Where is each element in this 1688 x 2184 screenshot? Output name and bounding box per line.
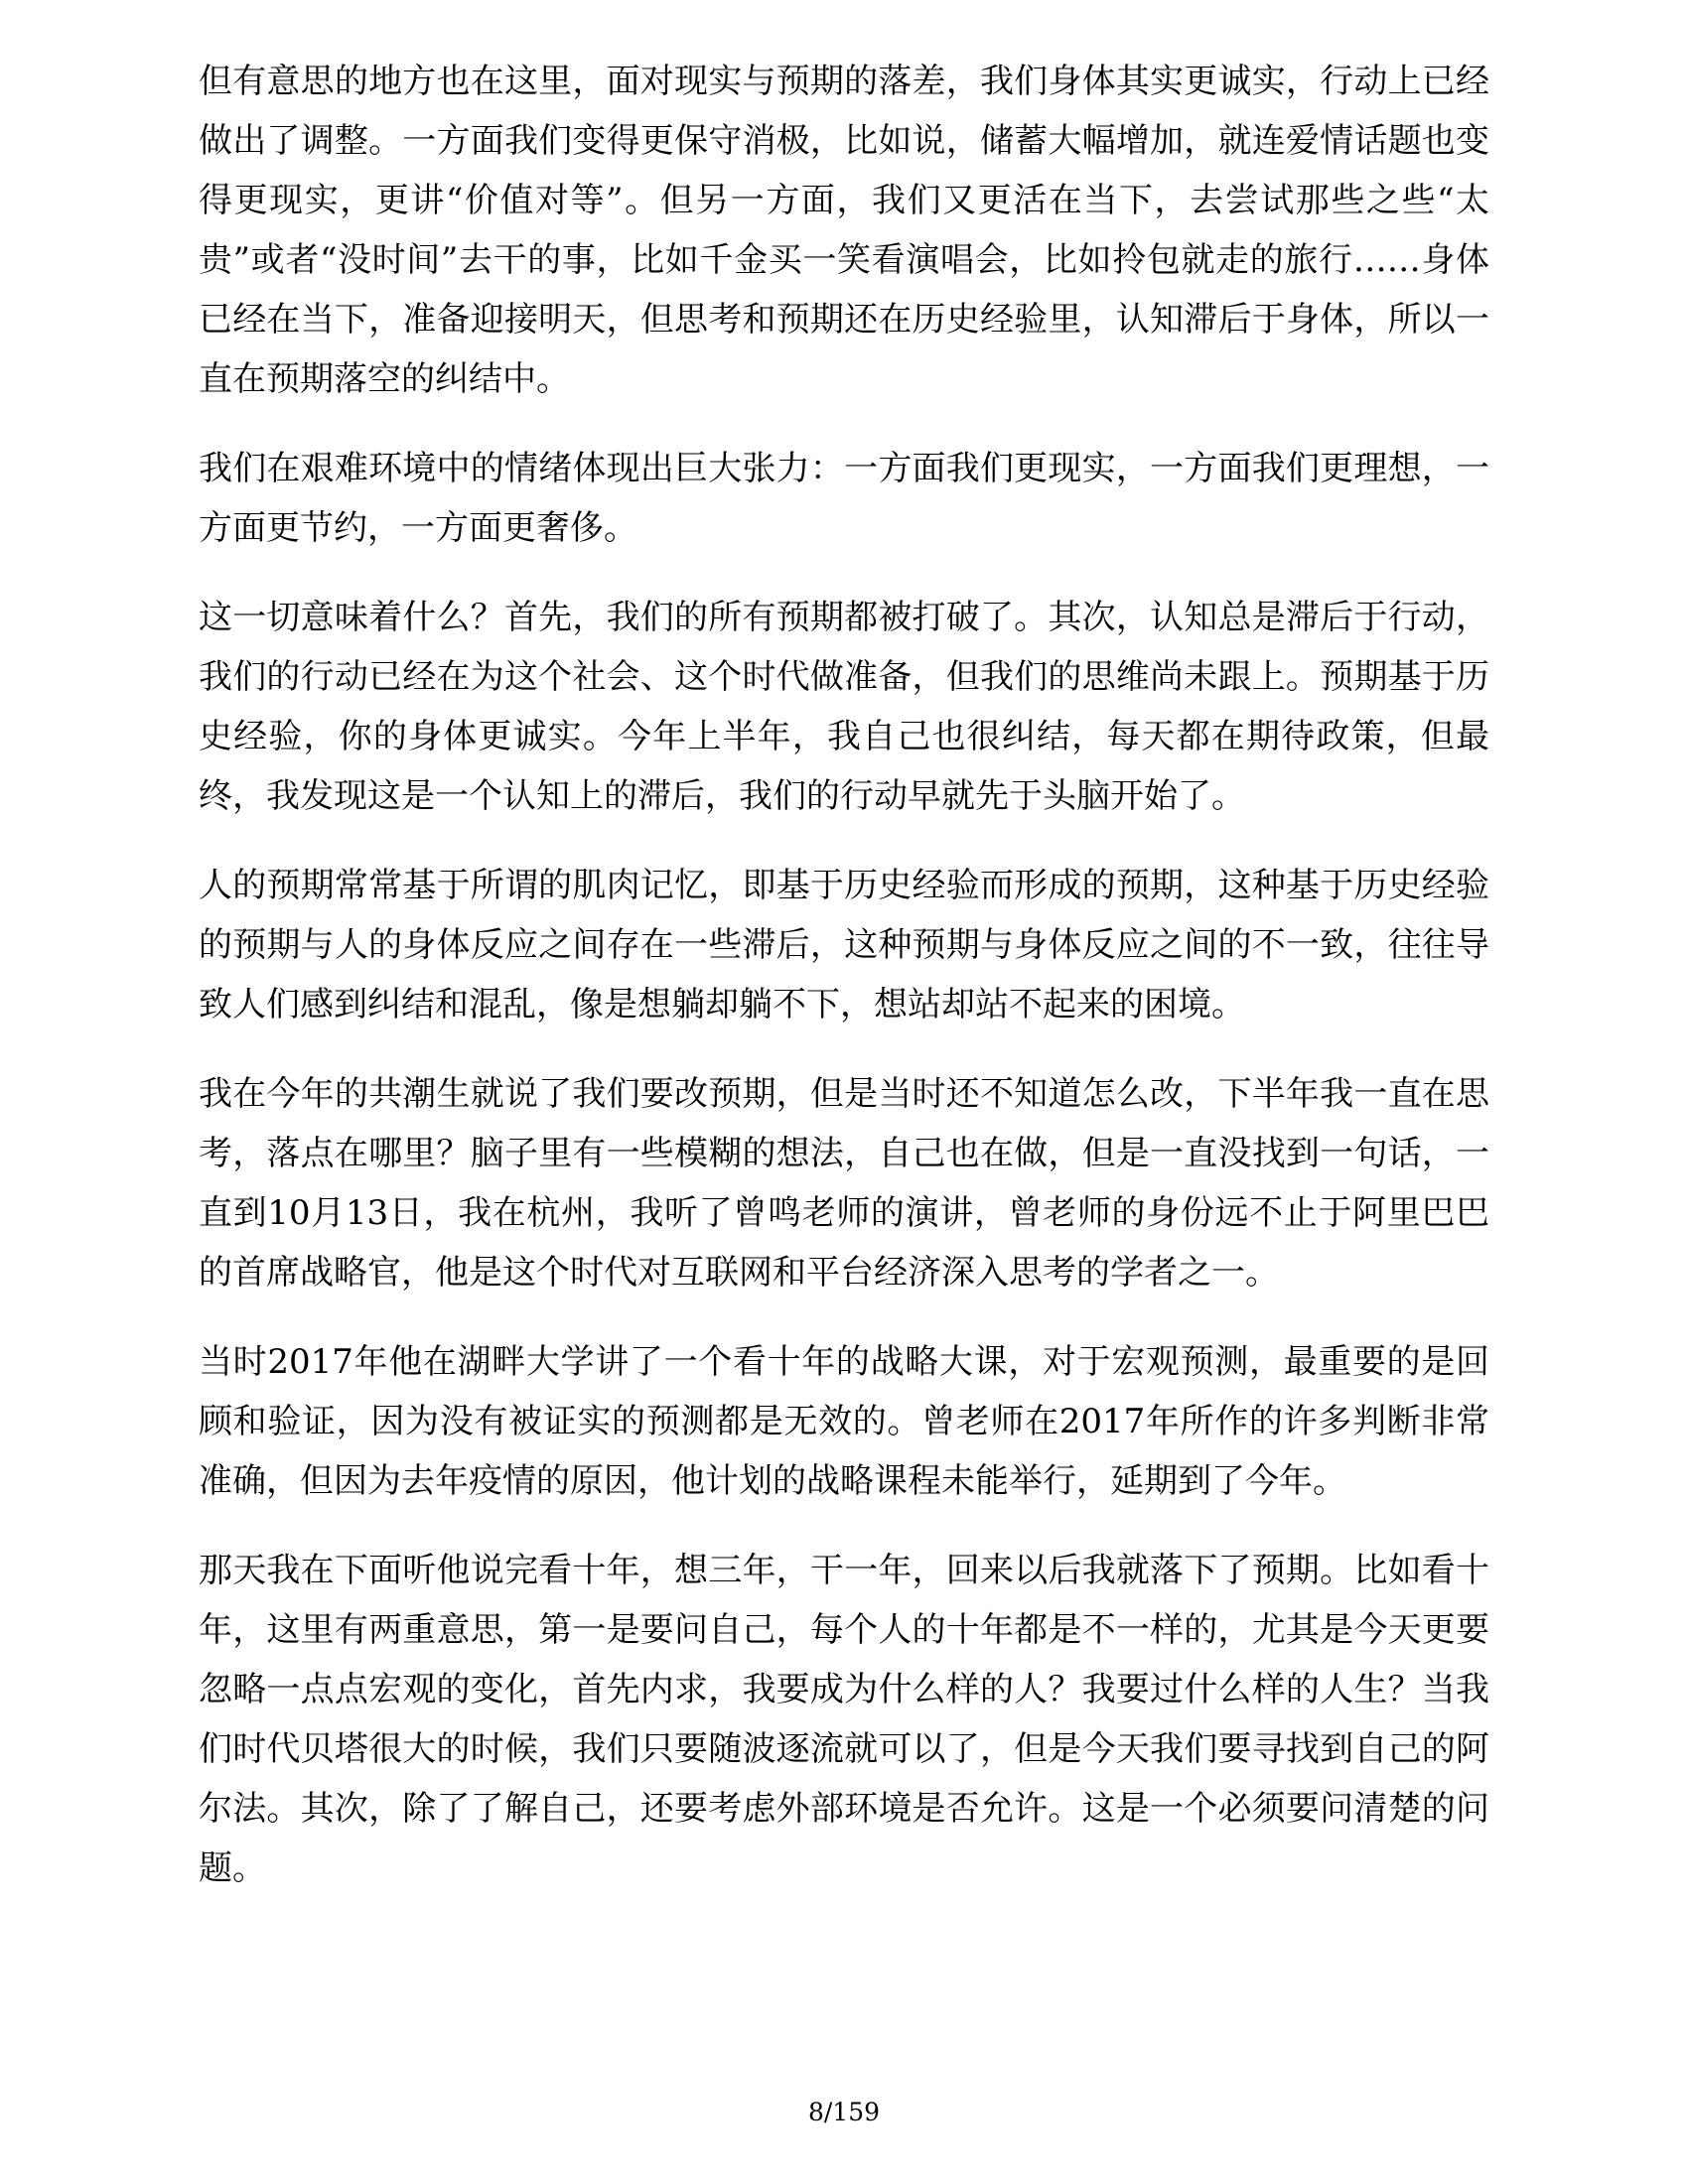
body-paragraph-2: 我们在艰难环境中的情绪体现出巨大张力：一方面我们更现实，一方面我们更理想，一方面更节约，一方面更奢侈。 xyxy=(199,449,1489,548)
body-paragraph-5: 我在今年的共潮生就说了我们要改预期，但是当时还不知道怎么改，下半年我一直在思考，落点在哪里？脑子里有一些模糊的想法，自己也在做，但是一直没找到一句话，一直到10月13日，我在杭州，我听了曾鸣老师的演讲，曾老师的身份远不止于阿里巴巴的首席战略官，他是这个时代对互联网和平台经济深入思考的学者之一。 xyxy=(199,1074,1489,1293)
body-paragraph-3: 这一切意味着什么？首先，我们的所有预期都被打破了。其次，认知总是滞后于行动，我们的行动已经在为这个社会、这个时代做准备，但我们的思维尚未跟上。预期基于历史经验，你的身体更诚实。今年上半年，我自己也很纠结，每天都在期待政策，但最终，我发现这是一个认知上的滞后，我们的行动早就先于头脑开始了。 xyxy=(199,598,1489,816)
page-text-content xyxy=(199,52,1489,1928)
body-paragraph-4: 人的预期常常基于所谓的肌肉记忆，即基于历史经验而形成的预期，这种基于历史经验的预期与人的身体反应之间存在一些滞后，这种预期与身体反应之间的不一致，往往导致人们感到纠结和混乱，像是想躺却躺不下，想站却站不起来的困境。 xyxy=(199,866,1489,1024)
body-paragraph-1: 但有意思的地方也在这里，面对现实与预期的落差，我们身体其实更诚实，行动上已经做出了调整。一方面我们变得更保守消极，比如说，储蓄大幅增加，就连爱情话题也变得更现实，更讲“价值对等”。但另一方面，我们又更活在当下，去尝试那些之些“太贵”或者“没时间”去干的事，比如千金买一笑看演唱会，比如拎包就走的旅行……身体已经在当下，准备迎接明天，但思考和预期还在历史经验里，认知滞后于身体，所以一直在预期落空的纠结中。 xyxy=(199,62,1489,399)
body-paragraph-7: 那天我在下面听他说完看十年，想三年，干一年，回来以后我就落下了预期。比如看十年，这里有两重意思，第一是要问自己，每个人的十年都是不一样的，尤其是今天更要忽略一点点宏观的变化，首先内求，我要成为什么样的人？我要过什么样的人生？当我们时代贝塔很大的时候，我们只要随波逐流就可以了，但是今天我们要寻找到自己的阿尔法。其次，除了了解自己，还要考虑外部环境是否允许。这是一个必须要问清楚的问题。 xyxy=(199,1551,1489,1888)
body-paragraph-6: 当时2017年他在湖畔大学讲了一个看十年的战略大课，对于宏观预测，最重要的是回顾和验证，因为没有被证实的预测都是无效的。曾老师在2017年所作的许多判断非常准确，但因为去年疫情的原因，他计划的战略课程未能举行，延期到了今年。 xyxy=(199,1342,1489,1501)
page-number: 8/159 xyxy=(807,2098,881,2126)
